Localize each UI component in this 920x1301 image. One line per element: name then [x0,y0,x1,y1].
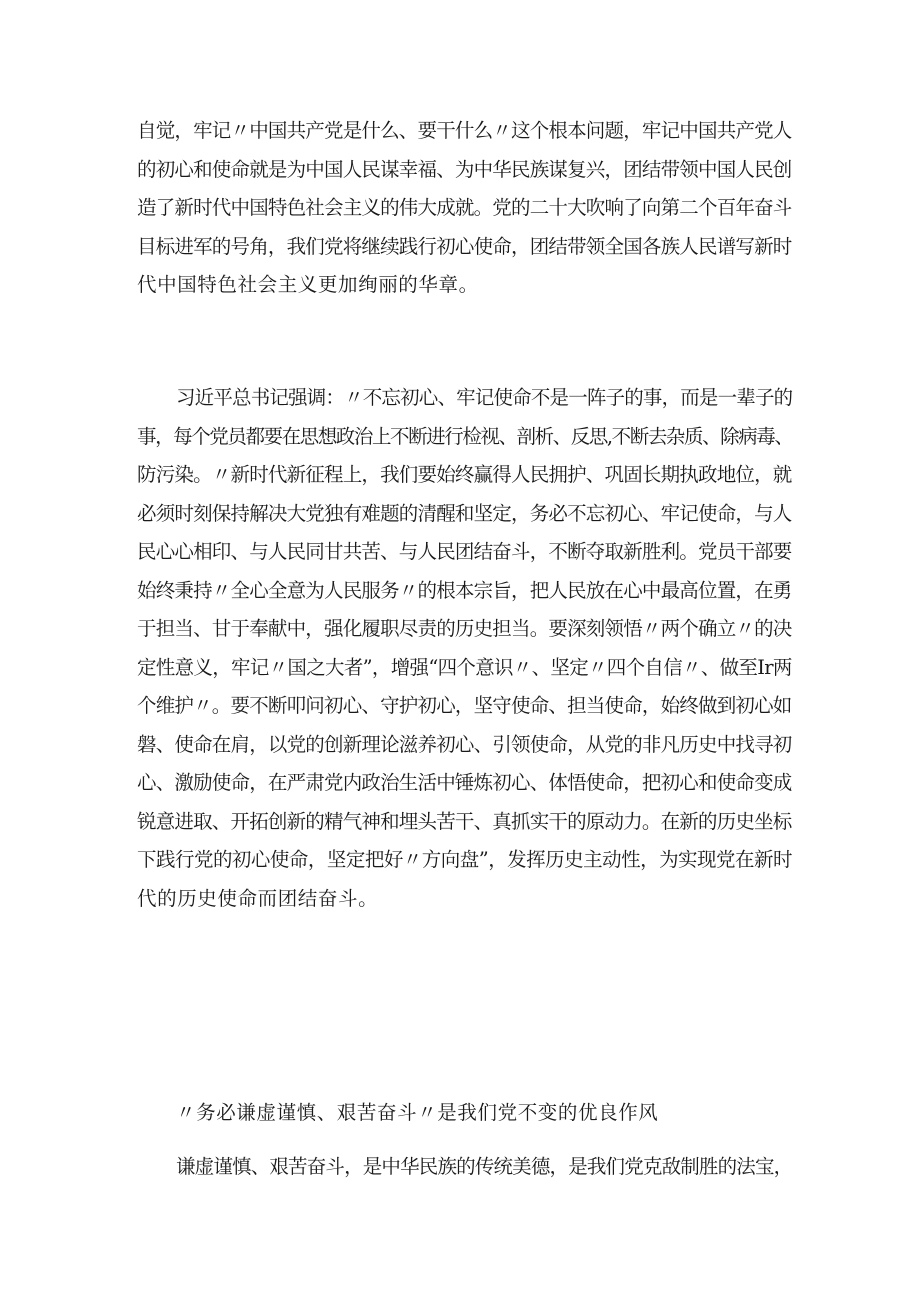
paragraph-line: 代中国特色社会主义更加绚丽的华章。 [137,273,479,296]
paragraph-line: 个维护〃。要不断叩问初心、守护初心，坚守使命、担当使命，始终做到初心如 [137,694,792,717]
paragraph-2 [137,379,792,918]
paragraph-line: 定性意义，牢记〃国之大者”，增强“四个意识〃、坚定〃四个自信〃、做至Ir两 [137,655,792,679]
paragraph-line: 磐、使命在肩，以党的创新理论滋养初心、引领使命，从党的非凡历史中找寻初 [137,732,792,756]
paragraph-line: 事，每个党员都要在思想政治上不断进行检视、剖析、反思,不断去杂质、除病毒、 [137,424,793,448]
paragraph-3 [137,1148,792,1187]
paragraph-line: 必须时刻保持解决大党独有难题的清醒和坚定，务必不忘初心、牢记使命，与人 [137,501,792,525]
paragraph-1 [137,112,792,305]
section-heading [137,1094,792,1133]
paragraph-line: 习近平总书记强调：〃不忘初心、牢记使命不是一阵子的事，而是一辈子的 [176,386,793,409]
paragraph-line: 下践行党的初心使命，坚定把好〃方向盘”，发挥历史主动性，为实现党在新时 [137,848,792,871]
paragraph-line: 锐意进取、开拓创新的精气神和埋头苦干、真抓实干的原动力。在新的历史坐标 [137,809,792,833]
paragraph-line: 于担当、甘于奉献中，强化履职尽责的历史担当。要深刻领悟〃两个确立〃的决 [137,617,792,640]
paragraph-line: 谦虚谨慎、艰苦奋斗，是中华民族的传统美德，是我们党克敌制胜的法宝， [176,1155,793,1178]
paragraph-line: 防污染。〃新时代新征程上，我们要始终赢得人民拥护、巩固长期执政地位，就 [137,463,792,486]
paragraph-line: 自觉，牢记〃中国共产党是什么、要干什么〃这个根本问题，牢记中国共产党人 [137,119,792,142]
paragraph-line: 目标进军的号角，我们党将继续践行初心使命，团结带领全国各族人民谱写新时 [137,234,792,258]
paragraph-line: 造了新时代中国特色社会主义的伟大成就。党的二十大吹响了向第二个百年奋斗 [137,196,792,219]
paragraph-line: 始终秉持〃全心全意为人民服务〃的根本宗旨，把人民放在心中最高位置，在勇 [137,578,792,602]
paragraph-line: 民心心相印、与人民同甘共苦、与人民团结奋斗，不断夺取新胜利。党员干部要 [137,540,792,563]
paragraph-line: 心、激励使命，在严肃党内政治生活中锤炼初心、体悟使命，把初心和使命变成 [137,771,792,794]
section-heading-text: 〃务必谦虚谨慎、艰苦奋斗〃是我们党不变的优良作风 [176,1101,659,1124]
paragraph-line: 代的历史使命而团结奋斗。 [137,886,379,910]
paragraph-line: 的初心和使命就是为中国人民谋幸福、为中华民族谋复兴，团结带领中国人民创 [137,157,792,181]
